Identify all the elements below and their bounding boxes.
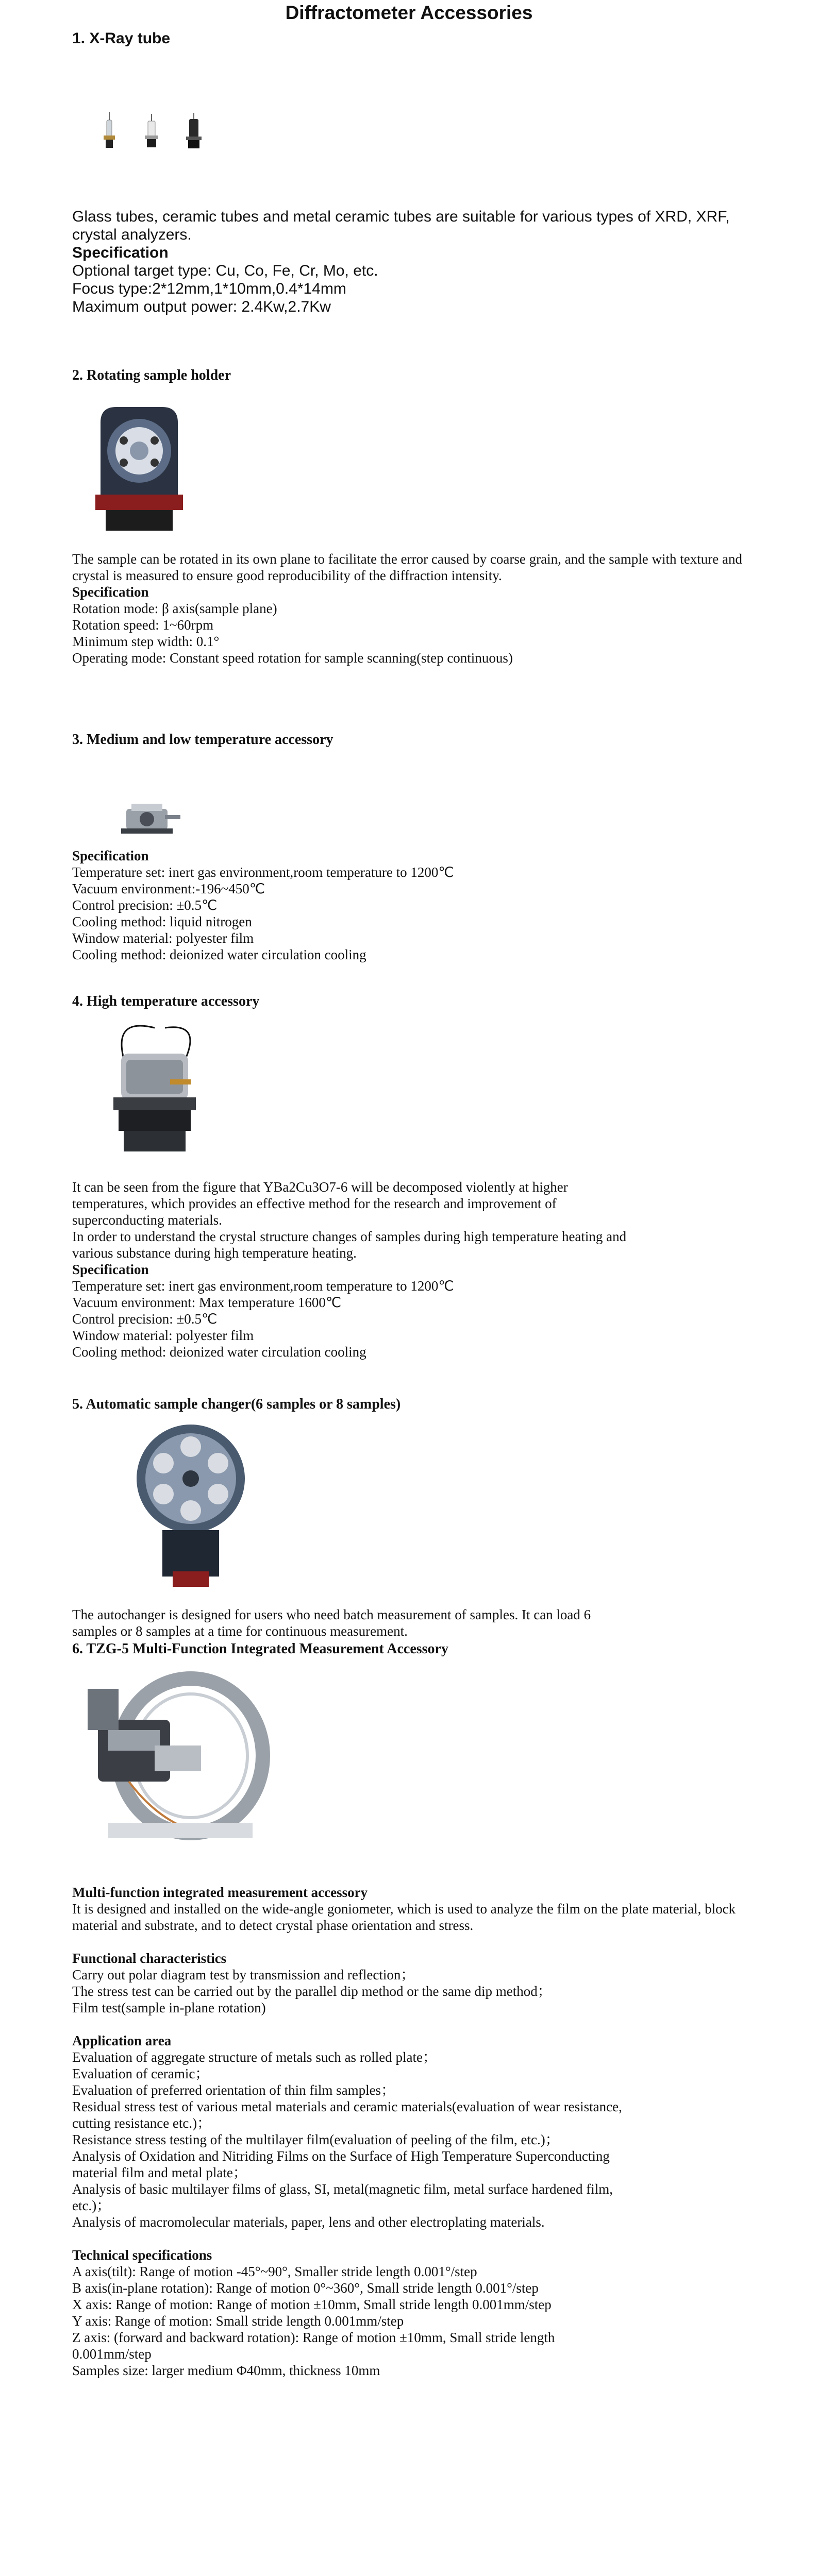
xray-tube-description [72,208,742,316]
ceramic-tube-icon [145,114,158,147]
section-heading-rotating-holder: 2. Rotating sample holder [72,367,231,383]
tzg-tech-line: B axis(in-plane rotation): Range of motion 0°~360°, Small stride length 0.001°/step [72,2280,539,2296]
tzg-tech-line: Samples size: larger medium Φ40mm, thickness 10mm [72,2363,380,2378]
changer-intro-line: The autochanger is designed for users who need batch measurement of samples. It can load 6 [72,1607,591,1622]
tzg-app-line: etc.)； [72,2198,111,2213]
high-spec-cooling: Cooling method: deionized water circulation cooling [72,1344,366,1360]
metal-ceramic-tube-icon [186,113,202,148]
medium-spec-window: Window material: polyester film [72,930,254,946]
medium-spec-vacuum: Vacuum environment:-196~450℃ [72,881,265,896]
document-title: Diffractometer Accessories [285,2,533,23]
paragraph-gap [72,2016,742,2032]
high-spec-vacuum: Vacuum environment: Max temperature 1600℃ [72,1295,342,1310]
high-spec-label: Specification [72,1262,149,1277]
high-intro-line: It can be seen from the figure that YBa2Cu3O7-6 will be decomposed violently at higher [72,1179,568,1195]
section-heading-high-temp: 4. High temperature accessory [72,993,260,1009]
tzg-app-line: Residual stress test of various metal materials and ceramic materials(evaluation of wear resistance, [72,2099,622,2114]
medium-low-temp-specs [72,848,742,963]
tzg-app-line: cutting resistance etc.)； [72,2115,211,2131]
high-spec-window: Window material: polyester film [72,1328,254,1343]
tzg-app-line: Evaluation of preferred orientation of thin film samples； [72,2082,395,2098]
rotating-intro: The sample can be rotated in its own plane to facilitate the error caused by coarse grain, and the sample with texture and crystal is measured to ensure good reproducibility of the diffraction intensity. [72,551,742,583]
xray-spec-label: Specification [72,244,169,261]
section-heading-xray-tube: 1. X-Ray tube [72,30,171,47]
high-intro-line: superconducting materials. [72,1212,222,1228]
rotating-spec-operating: Operating mode: Constant speed rotation for sample scanning(step continuous) [72,650,513,666]
medium-spec-label: Specification [72,848,149,863]
high-temp-description [72,1179,742,1360]
tzg5-accessory-image [77,1668,283,1849]
xray-intro: Glass tubes, ceramic tubes and metal ceramic tubes are suitable for various types of XRD, XRF, crystal analyzers. [72,208,730,243]
tzg-multi-label: Multi-function integrated measurement accessory [72,1885,368,1900]
rotating-spec-mode: Rotation mode: β axis(sample plane) [72,601,277,616]
xray-spec-power: Maximum output power: 2.4Kw,2.7Kw [72,298,331,315]
section-heading-sample-changer: 5. Automatic sample changer(6 samples or 8 samples) [72,1396,401,1412]
high-spec-precision: Control precision: ±0.5℃ [72,1311,218,1327]
tzg-app-line: Analysis of basic multilayer films of glass, SI, metal(magnetic film, metal surface hardened film, [72,2181,613,2197]
tzg-app-line: Resistance stress testing of the multilayer film(evaluation of peeling of the film, etc.)； [72,2132,559,2147]
tzg-app-line: Analysis of macromolecular materials, paper, lens and other electroplating materials. [72,2214,545,2230]
tzg-func-label: Functional characteristics [72,1951,227,1966]
tzg5-description [72,1884,742,2379]
high-intro-line: various substance during high temperature heating. [72,1245,357,1261]
rotating-holder-image [85,402,193,536]
section-heading-medium-low-temp: 3. Medium and low temperature accessory [72,732,333,748]
section-heading-tzg5: 6. TZG-5 Multi-Function Integrated Measurement Accessory [72,1641,448,1657]
xray-tubes-image [101,111,224,152]
rotating-holder-description [72,551,742,666]
tzg-app-label: Application area [72,2033,172,2048]
high-temp-accessory-image [93,1018,216,1162]
tzg-func-line: The stress test can be carried out by the parallel dip method or the same dip method； [72,1984,552,1999]
xray-spec-target: Optional target type: Cu, Co, Fe, Cr, Mo, etc. [72,262,378,279]
xray-spec-focus: Focus type:2*12mm,1*10mm,0.4*14mm [72,280,346,297]
high-intro-line: temperatures, which provides an effective method for the research and improvement of [72,1196,557,1211]
tzg-app-line: Evaluation of aggregate structure of metals such as rolled plate； [72,2049,437,2065]
tzg-tech-line: A axis(tilt): Range of motion -45°~90°, Smaller stride length 0.001°/step [72,2264,477,2279]
tzg-tech-label: Technical specifications [72,2247,212,2263]
tzg-app-line: material film and metal plate； [72,2165,247,2180]
high-spec-temperature: Temperature set: inert gas environment,room temperature to 1200℃ [72,1278,454,1294]
tzg-tech-line: X axis: Range of motion: Range of motion ±10mm, Small stride length 0.001mm/step [72,2297,552,2312]
tzg-app-line: Analysis of Oxidation and Nitriding Films on the Surface of High Temperature Superconducting [72,2148,610,2164]
tzg-func-line: Carry out polar diagram test by transmission and reflection； [72,1967,415,1982]
rotating-spec-step: Minimum step width: 0.1° [72,634,220,649]
glass-tube-icon [104,112,115,148]
paragraph-gap [72,1934,742,1950]
high-intro-line: In order to understand the crystal structure changes of samples during high temperature heating and [72,1229,627,1244]
paragraph-gap [72,2230,742,2247]
medium-spec-temperature: Temperature set: inert gas environment,room temperature to 1200℃ [72,865,454,880]
tzg-tech-line: 0.001mm/step [72,2346,152,2362]
rotating-spec-label: Specification [72,584,149,600]
medium-spec-cooling: Cooling method: liquid nitrogen [72,914,252,929]
rotating-spec-speed: Rotation speed: 1~60rpm [72,617,214,633]
medium-low-temp-accessory-image [116,793,183,840]
sample-changer-description [72,1606,742,1639]
tzg-app-line: Evaluation of ceramic； [72,2066,209,2081]
medium-spec-precision: Control precision: ±0.5℃ [72,897,218,913]
tzg-func-line: Film test(sample in-plane rotation) [72,2000,266,2015]
changer-intro-line: samples or 8 samples at a time for continuous measurement. [72,1623,408,1639]
tzg-tech-line: Z axis: (forward and backward rotation): Range of motion ±10mm, Small stride length [72,2330,555,2345]
medium-spec-water-cooling: Cooling method: deionized water circulation cooling [72,947,366,962]
tzg-multi-text: It is designed and installed on the wide-angle goniometer, which is used to analyze the film on the plate material, block material and substrate, and to detect crystal phase orientation and stress. [72,1901,736,1933]
sample-changer-image [126,1422,255,1592]
tzg-tech-line: Y axis: Range of motion: Small stride length 0.001mm/step [72,2313,404,2329]
